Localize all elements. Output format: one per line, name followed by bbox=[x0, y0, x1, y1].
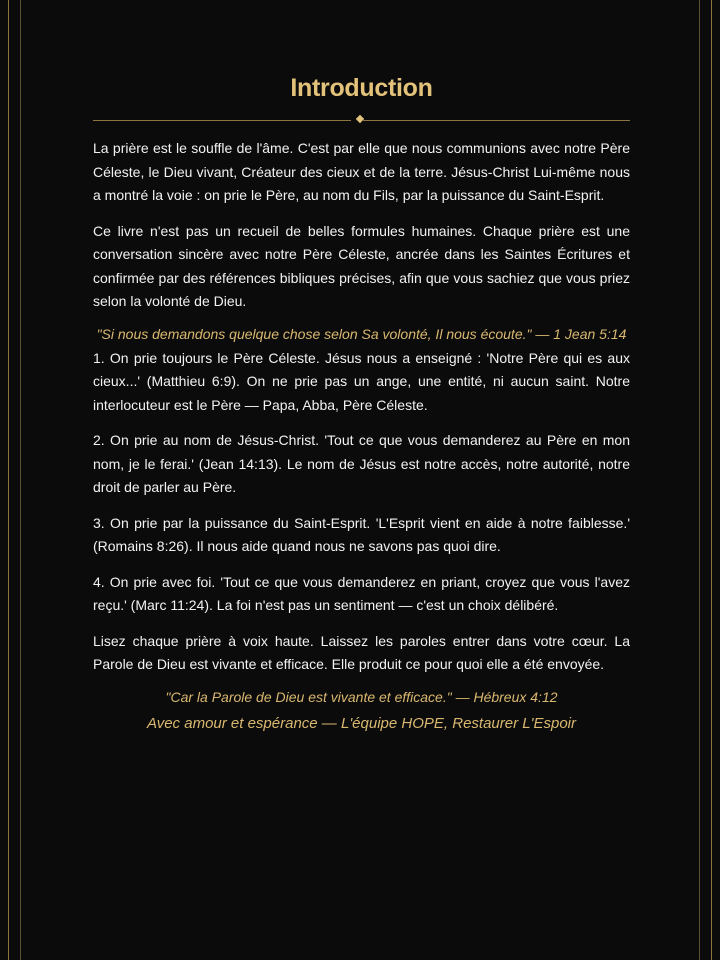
prayer-point: 3. On prie par la puissance du Saint-Esprit. 'L'Esprit vient en aide à notre faiblesse.' (Romains 8:26). Il nous aide quand nous ne savons pas quoi dire. bbox=[93, 514, 630, 554]
signature: Avec amour et espérance — L'équipe HOPE, Restaurer L'Espoir bbox=[146, 714, 576, 732]
divider-line-right bbox=[362, 120, 630, 121]
document-content bbox=[93, 72, 630, 736]
intro-paragraph: La prière est le souffle de l'âme. C'est par elle que nous communions avec notre Père Céleste, le Dieu vivant, Créateur des cieux et de la terre. Jésus-Christ Lui-même nous a montré la voie : on prie le Père, au nom du Fils, par la puissance du Saint-Esprit. bbox=[93, 140, 630, 203]
intro-paragraph: Ce livre n'est pas un recueil de belles formules humaines. Chaque prière est une conversation sincère avec notre Père Céleste, ancrée dans les Saintes Écritures et confirmée par des références bibliques précises, afin que vous sachiez que vous priez selon la volonté de Dieu. bbox=[93, 222, 630, 309]
closing-paragraph: Lisez chaque prière à voix haute. Laissez les paroles entrer dans votre cœur. La Parole de Dieu est vivante et efficace. Elle produit ce pour quoi elle a été envoyée. bbox=[93, 632, 630, 672]
page-title: Introduction bbox=[290, 74, 433, 102]
prayer-point: 1. On prie toujours le Père Céleste. Jésus nous a enseigné : 'Notre Père qui es aux cieux...' (Matthieu 6:9). On ne prie pas un ange, une entité, ni aucun saint. Notre interlocuteur est le Père — Papa, Abba, Père Céleste. bbox=[93, 349, 630, 413]
scripture-quote: "Si nous demandons quelque chose selon Sa volonté, Il nous écoute." — 1 Jean 5:14 bbox=[96, 325, 627, 342]
prayer-point: 4. On prie avec foi. 'Tout ce que vous demanderez en priant, croyez que vous l'avez reçu.' (Marc 11:24). La foi n'est pas un sentiment — c'est un choix délibéré. bbox=[93, 573, 630, 613]
diamond-ornament-icon bbox=[356, 115, 364, 123]
scripture-quote: "Car la Parole de Dieu est vivante et efficace." — Hébreux 4:12 bbox=[165, 688, 558, 705]
divider-line-left bbox=[93, 120, 351, 121]
title-divider bbox=[93, 114, 630, 126]
prayer-point: 2. On prie au nom de Jésus-Christ. 'Tout ce que vous demanderez au Père en mon nom, je le ferai.' (Jean 14:13). Le nom de Jésus est notre accès, notre autorité, notre droit de parler au Père. bbox=[93, 432, 630, 495]
